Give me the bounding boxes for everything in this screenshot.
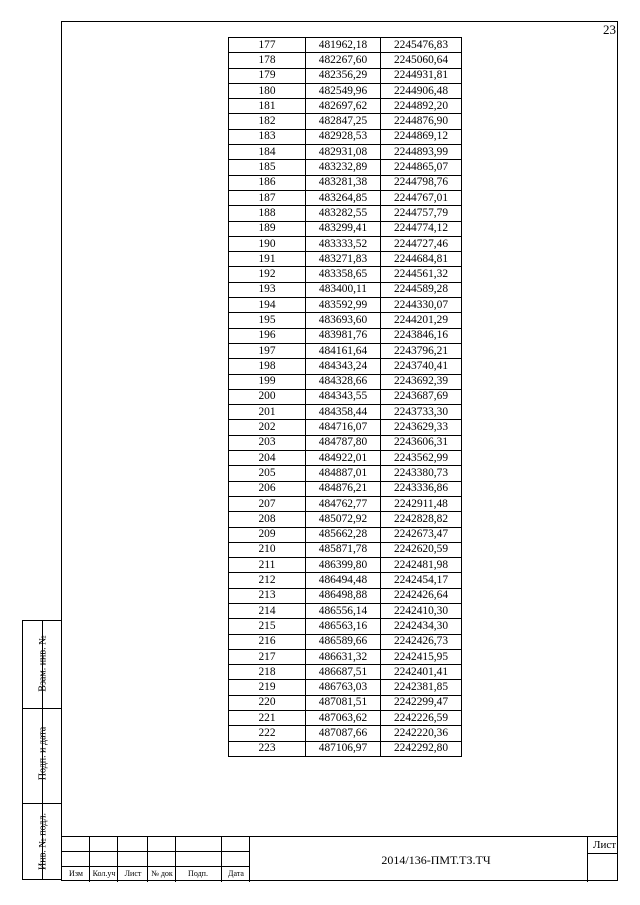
point-number: 203 (229, 435, 306, 450)
x-coordinate: 483400,11 (306, 282, 381, 297)
x-coordinate: 485072,92 (306, 512, 381, 527)
y-coordinate: 2242299,47 (381, 695, 462, 710)
point-number: 191 (229, 252, 306, 267)
coordinates-table (228, 37, 462, 757)
table-row (229, 129, 462, 144)
point-number: 186 (229, 175, 306, 190)
table-row (229, 603, 462, 618)
stamp-col-list: Лист (124, 869, 142, 878)
y-coordinate: 2242226,59 (381, 711, 462, 726)
stamp-col-podp: Подп. (188, 869, 208, 878)
table-row (229, 542, 462, 557)
table-row (229, 236, 462, 251)
x-coordinate: 484922,01 (306, 451, 381, 466)
x-coordinate: 484343,24 (306, 359, 381, 374)
point-number: 183 (229, 129, 306, 144)
point-number: 182 (229, 114, 306, 129)
table-row (229, 359, 462, 374)
point-number: 199 (229, 374, 306, 389)
y-coordinate: 2243692,39 (381, 374, 462, 389)
y-coordinate: 2242220,36 (381, 726, 462, 741)
table-row (229, 451, 462, 466)
title-block (61, 836, 618, 881)
x-coordinate: 483358,65 (306, 267, 381, 282)
x-coordinate: 484358,44 (306, 405, 381, 420)
table-row (229, 665, 462, 680)
x-coordinate: 483281,38 (306, 175, 381, 190)
y-coordinate: 2244561,32 (381, 267, 462, 282)
point-number: 202 (229, 420, 306, 435)
y-coordinate: 2244893,99 (381, 145, 462, 160)
x-coordinate: 484328,66 (306, 374, 381, 389)
y-coordinate: 2243380,73 (381, 466, 462, 481)
point-number: 190 (229, 236, 306, 251)
table-row (229, 649, 462, 664)
podp-label: Подп. и дата (37, 726, 49, 781)
point-number: 219 (229, 680, 306, 695)
y-coordinate: 2242434,30 (381, 619, 462, 634)
stamp-col-doc: № док (151, 869, 173, 878)
x-coordinate: 487087,66 (306, 726, 381, 741)
stamp-line (587, 837, 588, 882)
point-number: 222 (229, 726, 306, 741)
table-row (229, 145, 462, 160)
point-number: 206 (229, 481, 306, 496)
table-row (229, 619, 462, 634)
point-number: 215 (229, 619, 306, 634)
x-coordinate: 484343,55 (306, 389, 381, 404)
point-number: 201 (229, 405, 306, 420)
x-coordinate: 485871,78 (306, 542, 381, 557)
x-coordinate: 486589,66 (306, 634, 381, 649)
x-coordinate: 487063,62 (306, 711, 381, 726)
stamp-col-data: Дата (228, 869, 244, 878)
x-coordinate: 481962,18 (306, 38, 381, 53)
table-row (229, 298, 462, 313)
table-row (229, 420, 462, 435)
y-coordinate: 2244727,46 (381, 236, 462, 251)
table-row (229, 558, 462, 573)
x-coordinate: 482928,53 (306, 129, 381, 144)
y-coordinate: 2244684,81 (381, 252, 462, 267)
table-row (229, 252, 462, 267)
point-number: 220 (229, 695, 306, 710)
point-number: 193 (229, 282, 306, 297)
table-row (229, 695, 462, 710)
point-number: 197 (229, 343, 306, 358)
point-number: 208 (229, 512, 306, 527)
x-coordinate: 484161,64 (306, 343, 381, 358)
table-row (229, 160, 462, 175)
y-coordinate: 2244892,20 (381, 99, 462, 114)
y-coordinate: 2243796,21 (381, 343, 462, 358)
y-coordinate: 2243687,69 (381, 389, 462, 404)
table-row (229, 83, 462, 98)
y-coordinate: 2244931,81 (381, 68, 462, 83)
x-coordinate: 483282,55 (306, 206, 381, 221)
point-number: 205 (229, 466, 306, 481)
point-number: 211 (229, 558, 306, 573)
x-coordinate: 486763,03 (306, 680, 381, 695)
point-number: 218 (229, 665, 306, 680)
y-coordinate: 2242292,80 (381, 741, 462, 756)
x-coordinate: 486631,32 (306, 649, 381, 664)
table-row (229, 711, 462, 726)
table-row (229, 634, 462, 649)
table-row (229, 496, 462, 511)
coordinates-table-body (229, 38, 462, 757)
y-coordinate: 2242401,41 (381, 665, 462, 680)
y-coordinate: 2244906,48 (381, 83, 462, 98)
table-row (229, 435, 462, 450)
point-number: 216 (229, 634, 306, 649)
x-coordinate: 482356,29 (306, 68, 381, 83)
point-number: 196 (229, 328, 306, 343)
point-number: 198 (229, 359, 306, 374)
point-number: 214 (229, 603, 306, 618)
y-coordinate: 2243336,86 (381, 481, 462, 496)
point-number: 195 (229, 313, 306, 328)
y-coordinate: 2243562,99 (381, 451, 462, 466)
y-coordinate: 2243740,41 (381, 359, 462, 374)
point-number: 185 (229, 160, 306, 175)
stamp-col-izm: Изм (69, 869, 83, 878)
point-number: 200 (229, 389, 306, 404)
point-number: 178 (229, 53, 306, 68)
x-coordinate: 484887,01 (306, 466, 381, 481)
table-row (229, 726, 462, 741)
point-number: 204 (229, 451, 306, 466)
x-coordinate: 486498,88 (306, 588, 381, 603)
table-row (229, 53, 462, 68)
y-coordinate: 2244774,12 (381, 221, 462, 236)
point-number: 207 (229, 496, 306, 511)
x-coordinate: 484876,21 (306, 481, 381, 496)
y-coordinate: 2244757,79 (381, 206, 462, 221)
table-row (229, 99, 462, 114)
y-coordinate: 2243733,30 (381, 405, 462, 420)
table-row (229, 374, 462, 389)
point-number: 194 (229, 298, 306, 313)
point-number: 180 (229, 83, 306, 98)
point-number: 217 (229, 649, 306, 664)
y-coordinate: 2243606,31 (381, 435, 462, 450)
y-coordinate: 2242426,64 (381, 588, 462, 603)
y-coordinate: 2242381,85 (381, 680, 462, 695)
table-row (229, 38, 462, 53)
point-number: 192 (229, 267, 306, 282)
point-number: 179 (229, 68, 306, 83)
point-number: 187 (229, 190, 306, 205)
y-coordinate: 2244798,76 (381, 175, 462, 190)
x-coordinate: 483271,83 (306, 252, 381, 267)
x-coordinate: 486563,16 (306, 619, 381, 634)
y-coordinate: 2242620,59 (381, 542, 462, 557)
point-number: 221 (229, 711, 306, 726)
y-coordinate: 2244201,29 (381, 313, 462, 328)
y-coordinate: 2244767,01 (381, 190, 462, 205)
table-row (229, 190, 462, 205)
x-coordinate: 482847,25 (306, 114, 381, 129)
table-row (229, 175, 462, 190)
y-coordinate: 2242673,47 (381, 527, 462, 542)
x-coordinate: 483264,85 (306, 190, 381, 205)
x-coordinate: 486556,14 (306, 603, 381, 618)
y-coordinate: 2243629,33 (381, 420, 462, 435)
x-coordinate: 484787,80 (306, 435, 381, 450)
point-number: 213 (229, 588, 306, 603)
y-coordinate: 2242828,82 (381, 512, 462, 527)
point-number: 189 (229, 221, 306, 236)
y-coordinate: 2244876,90 (381, 114, 462, 129)
y-coordinate: 2243846,16 (381, 328, 462, 343)
x-coordinate: 484716,07 (306, 420, 381, 435)
table-row (229, 466, 462, 481)
point-number: 223 (229, 741, 306, 756)
x-coordinate: 483981,76 (306, 328, 381, 343)
point-number: 177 (229, 38, 306, 53)
point-number: 209 (229, 527, 306, 542)
table-row (229, 221, 462, 236)
table-row (229, 114, 462, 129)
x-coordinate: 482697,62 (306, 99, 381, 114)
table-row (229, 313, 462, 328)
table-row (229, 389, 462, 404)
left-stamp (22, 620, 61, 880)
x-coordinate: 486399,80 (306, 558, 381, 573)
x-coordinate: 483232,89 (306, 160, 381, 175)
y-coordinate: 2242410,30 (381, 603, 462, 618)
page-number: 23 (603, 22, 616, 37)
x-coordinate: 483693,60 (306, 313, 381, 328)
x-coordinate: 487081,51 (306, 695, 381, 710)
point-number: 212 (229, 573, 306, 588)
y-coordinate: 2244330,07 (381, 298, 462, 313)
table-row (229, 680, 462, 695)
table-row (229, 282, 462, 297)
y-coordinate: 2244869,12 (381, 129, 462, 144)
table-row (229, 741, 462, 756)
x-coordinate: 482267,60 (306, 53, 381, 68)
x-coordinate: 486494,48 (306, 573, 381, 588)
point-number: 188 (229, 206, 306, 221)
y-coordinate: 2242911,48 (381, 496, 462, 511)
point-number: 184 (229, 145, 306, 160)
table-row (229, 573, 462, 588)
table-row (229, 328, 462, 343)
y-coordinate: 2244589,28 (381, 282, 462, 297)
table-row (229, 206, 462, 221)
stamp-line (587, 853, 618, 854)
point-number: 210 (229, 542, 306, 557)
document-code: 2014/136-ПМТ.ТЗ.ТЧ (381, 853, 491, 867)
x-coordinate: 483333,52 (306, 236, 381, 251)
x-coordinate: 485662,28 (306, 527, 381, 542)
x-coordinate: 482549,96 (306, 83, 381, 98)
x-coordinate: 486687,51 (306, 665, 381, 680)
y-coordinate: 2245060,64 (381, 53, 462, 68)
vzam-label: Взам. инв. № (37, 635, 49, 692)
x-coordinate: 483592,99 (306, 298, 381, 313)
x-coordinate: 484762,77 (306, 496, 381, 511)
y-coordinate: 2245476,83 (381, 38, 462, 53)
y-coordinate: 2244865,07 (381, 160, 462, 175)
inv-label: Инв. № подл. (37, 813, 49, 870)
x-coordinate: 482931,08 (306, 145, 381, 160)
y-coordinate: 2242481,98 (381, 558, 462, 573)
table-row (229, 267, 462, 282)
table-row (229, 527, 462, 542)
table-row (229, 68, 462, 83)
table-row (229, 405, 462, 420)
table-row (229, 343, 462, 358)
table-row (229, 512, 462, 527)
table-row (229, 588, 462, 603)
sidebar-row (23, 708, 61, 709)
y-coordinate: 2242454,17 (381, 573, 462, 588)
x-coordinate: 483299,41 (306, 221, 381, 236)
y-coordinate: 2242415,95 (381, 649, 462, 664)
y-coordinate: 2242426,73 (381, 634, 462, 649)
table-row (229, 481, 462, 496)
stamp-col-kol: Кол.уч (92, 869, 116, 878)
x-coordinate: 487106,97 (306, 741, 381, 756)
sheet-label: Лист (593, 839, 617, 851)
point-number: 181 (229, 99, 306, 114)
